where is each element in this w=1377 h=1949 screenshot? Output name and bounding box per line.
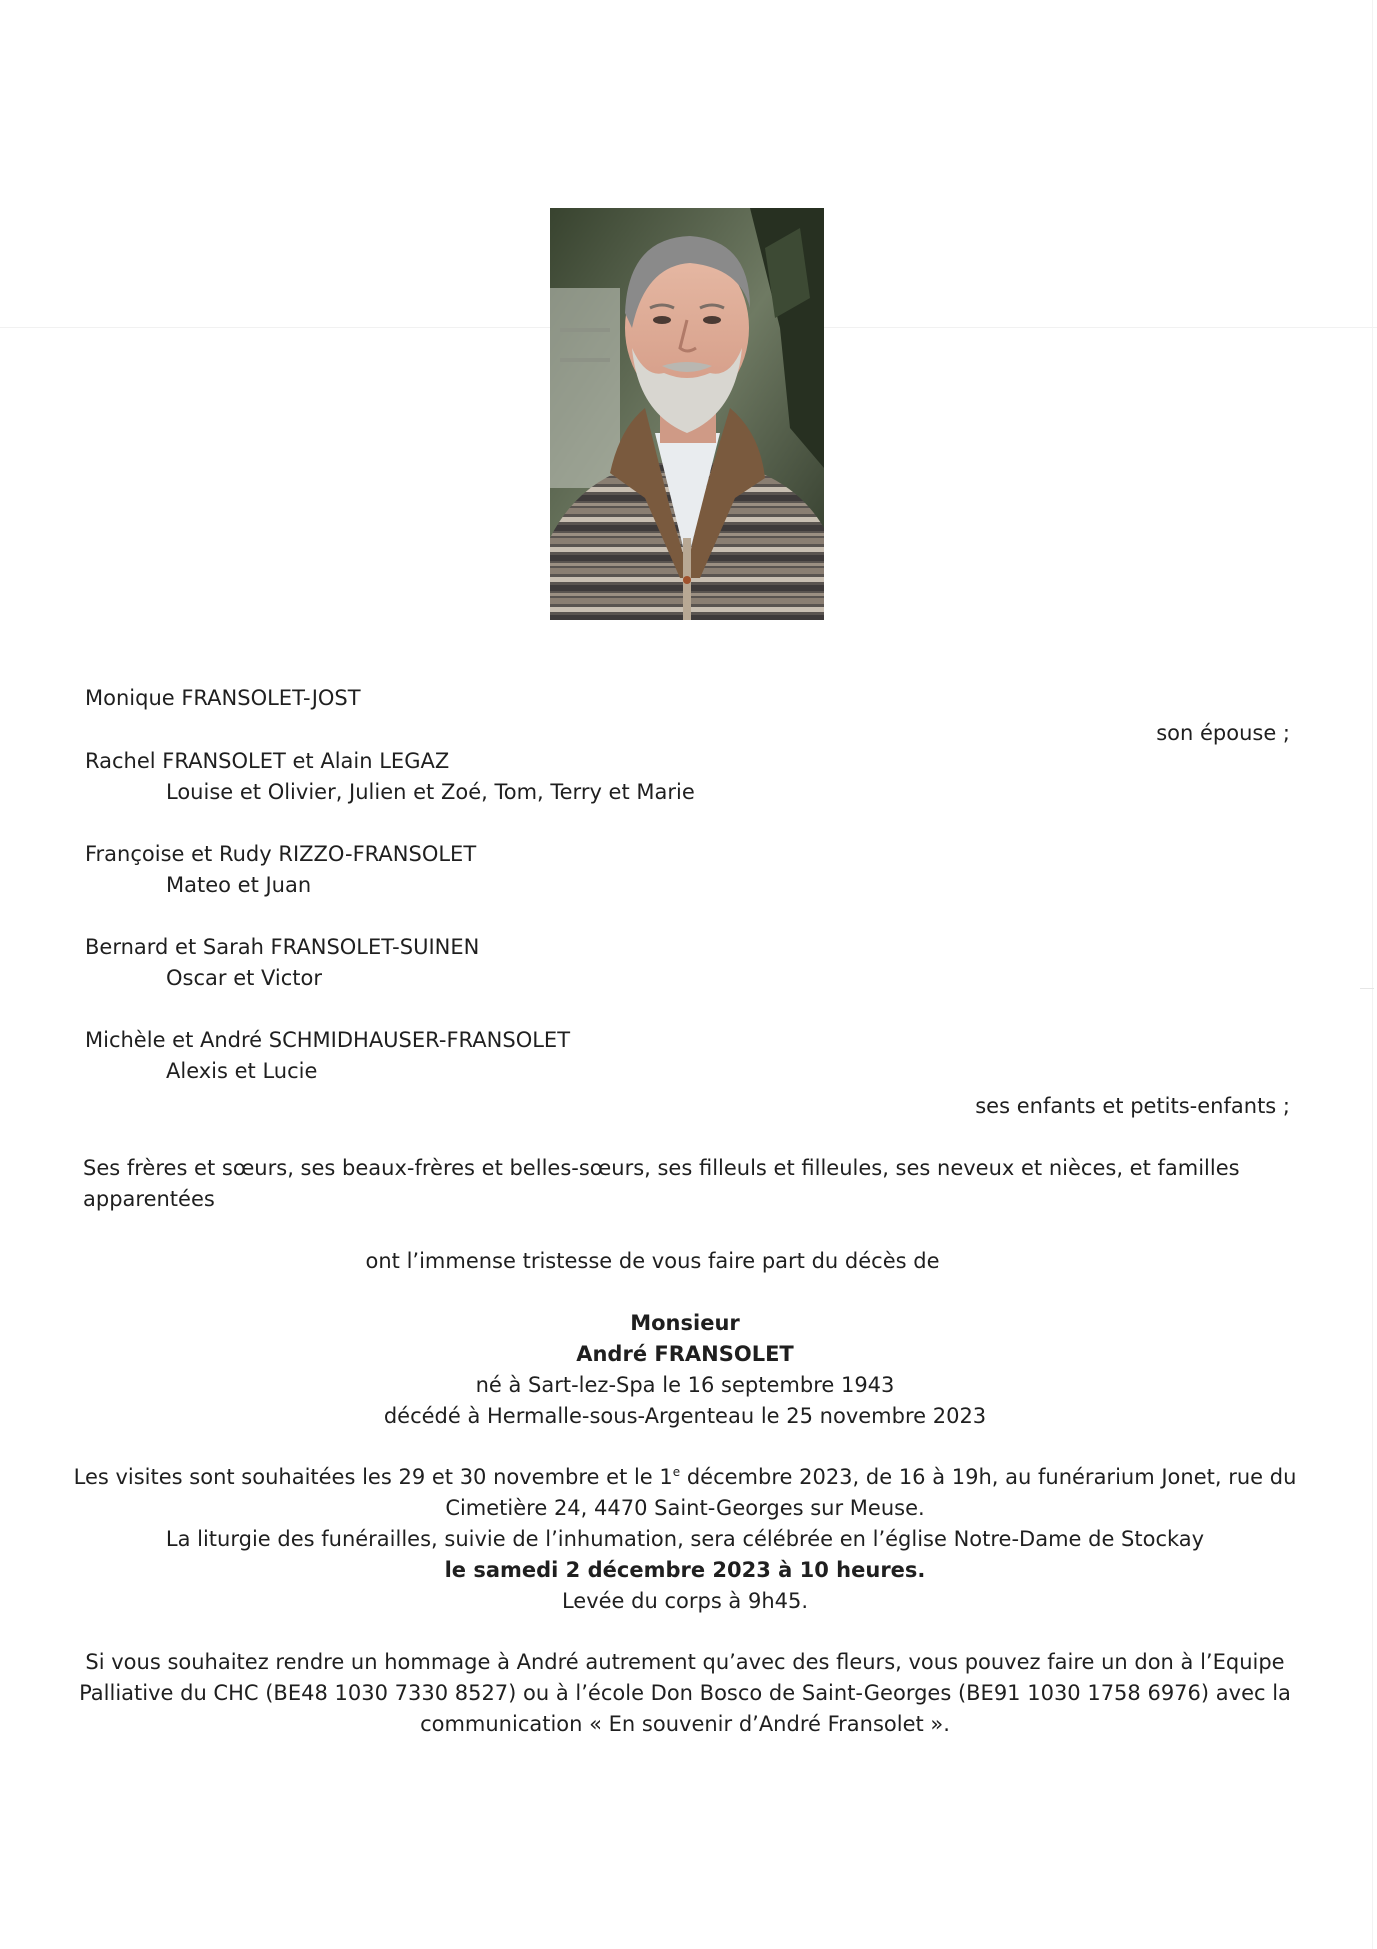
spouse-role: son épouse ; bbox=[1156, 721, 1290, 745]
child-parents-3: Bernard et Sarah FRANSOLET-SUINEN bbox=[85, 935, 480, 959]
deceased-title: Monsieur bbox=[630, 1311, 740, 1335]
page-edge-line bbox=[1372, 0, 1373, 1949]
child-parents-1: Rachel FRANSOLET et Alain LEGAZ bbox=[85, 749, 450, 773]
grandchildren-1: Louise et Olivier, Julien et Zoé, Tom, Terry et Marie bbox=[166, 780, 695, 804]
deceased-name: André FRANSOLET bbox=[576, 1342, 794, 1366]
visits-line-1: Les visites sont souhaitées les 29 et 30 novembre et le 1e décembre 2023, de 16 à 19h, au funérarium Jonet, rue du bbox=[73, 1465, 1297, 1489]
birth-info: né à Sart-lez-Spa le 16 septembre 1943 bbox=[475, 1373, 895, 1397]
fold-mark bbox=[1360, 988, 1374, 989]
children-role: ses enfants et petits-enfants ; bbox=[975, 1094, 1290, 1118]
child-parents-4: Michèle et André SCHMIDHAUSER-FRANSOLET bbox=[85, 1028, 571, 1052]
grandchildren-4: Alexis et Lucie bbox=[166, 1059, 318, 1083]
child-parents-2: Françoise et Rudy RIZZO-FRANSOLET bbox=[85, 842, 477, 866]
levee-line: Levée du corps à 9h45. bbox=[561, 1589, 809, 1613]
portrait-photo bbox=[550, 208, 824, 620]
donation-line-3: communication « En souvenir d’André Fransolet ». bbox=[420, 1712, 950, 1736]
service-block bbox=[60, 1462, 1310, 1617]
grandchildren-3: Oscar et Victor bbox=[166, 966, 323, 990]
announcement-intro: ont l’immense tristesse de vous faire part du décès de bbox=[365, 1249, 940, 1273]
announcement-block bbox=[60, 1246, 1310, 1432]
spouse-name: Monique FRANSOLET-JOST bbox=[85, 686, 361, 710]
funeral-line: La liturgie des funérailles, suivie de l’inhumation, sera célébrée en l’église Notre-Dame de Stockay bbox=[165, 1527, 1205, 1551]
funeral-date: le samedi 2 décembre 2023 à 10 heures. bbox=[444, 1558, 926, 1582]
donation-line-2: Palliative du CHC (BE48 1030 7330 8527) ou à l’école Don Bosco de Saint-Georges (BE91 1030 1758 6976) avec la bbox=[79, 1681, 1291, 1705]
donation-block bbox=[60, 1647, 1310, 1740]
death-info: décédé à Hermalle-sous-Argenteau le 25 novembre 2023 bbox=[383, 1404, 987, 1428]
grandchildren-2: Mateo et Juan bbox=[166, 873, 312, 897]
relatives-paragraph: Ses frères et sœurs, ses beaux-frères et belles-sœurs, ses filleuls et filleules, ses neveux et nièces, et familles apparentées bbox=[83, 1156, 1240, 1211]
donation-line-1: Si vous souhaitez rendre un hommage à André autrement qu’avec des fleurs, vous pouvez faire un don à l’Equipe bbox=[85, 1650, 1285, 1674]
visits-line-2: Cimetière 24, 4470 Saint-Georges sur Meuse. bbox=[445, 1496, 925, 1520]
